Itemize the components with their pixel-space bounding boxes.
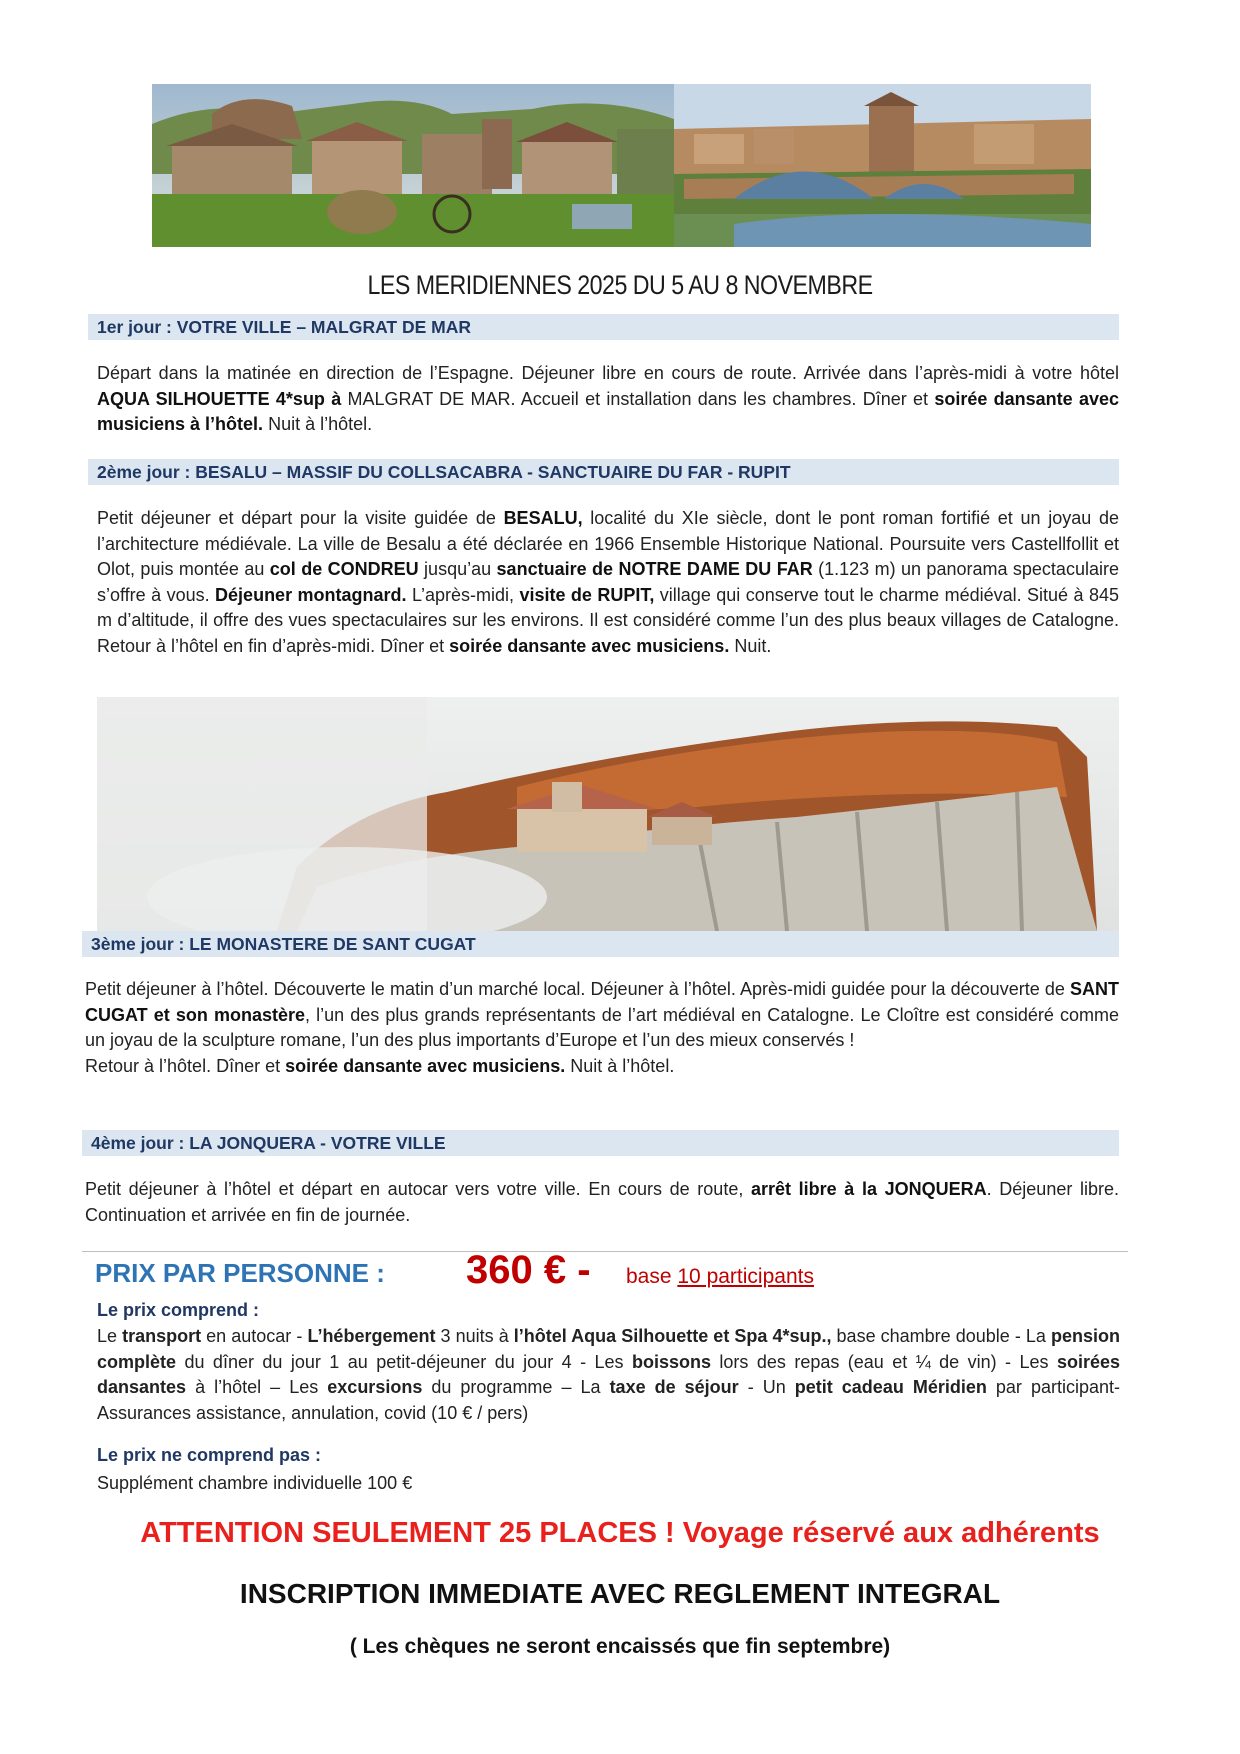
day-3-text: Petit déjeuner à l’hôtel. Découverte le matin d’un marché local. Déjeuner à l’hôtel. Après-midi guidée pour la découverte de SANT CUGAT et son monastère, l’un des plus grands représentants de l’art médiéval en Catalogne. Le Cloître est considéré comme un joyau de la sculpture romane, l’un des plus importants d’Europe et l’un des mieux conservés ! Retour à l’hôtel. Dîner et soirée dansante avec musiciens. Nuit à l’hôtel.	[85, 979, 1119, 1076]
day-2-text: Petit déjeuner et départ pour la visite guidée de BESALU, localité du XIe siècle, dont le pont roman fortifié et un joyau de l’architecture médiévale. La ville de Besalu a été déclarée en 1966 Ensemble Historique National. Poursuite vers Castellfollit et Olot, puis montée au col de CONDREU jusqu’au sanctuaire de NOTRE DAME DU FAR (1.123 m) un panorama spectaculaire s’offre à vous. Déjeuner montagnard. L’après-midi, visite de RUPIT, village qui conserve tout le charme médiéval. Situé à 845 m d’altitude, il offre des vues spectaculaires sur les environs. Il est considéré comme l’un des plus beaux villages de Catalogne. Retour à l’hôtel en fin d’après-midi. Dîner et soirée dansante avec musiciens. Nuit.	[97, 508, 1119, 656]
mountain-sanctuary-photo	[97, 697, 1119, 931]
village-photo	[152, 84, 674, 247]
bridge-photo	[674, 84, 1091, 247]
price-base: base 10 participants	[626, 1265, 814, 1288]
includes-text: Le transport en autocar - L’hébergement 3 nuits à l’hôtel Aqua Silhouette et Spa 4*sup., base chambre double - La pension complète du dîner du jour 1 au petit-déjeuner du jour 4 - Les boissons lors des repas (eau et ¼ de vin) - Les soirées dansantes à l’hôtel – Les excursions du programme – La taxe de séjour - Un petit cadeau Méridien par participant- Assurances assistance, annulation, covid (10 € / pers)	[97, 1326, 1121, 1423]
price-amount: 360 € -	[466, 1248, 591, 1292]
includes-heading: Le prix comprend :	[97, 1300, 260, 1320]
day-1-header: 1er jour : VOTRE VILLE – MALGRAT DE MAR	[88, 314, 1119, 340]
day-3-header: 3ème jour : LE MONASTERE DE SANT CUGAT	[82, 931, 1119, 957]
price-label: PRIX PAR PERSONNE :	[95, 1258, 385, 1288]
divider	[82, 1251, 1128, 1252]
document-title: LES MERIDIENNES 2025 DU 5 AU 8 NOVEMBRE	[367, 270, 873, 300]
day-4-text: Petit déjeuner à l’hôtel et départ en autocar vers votre ville. En cours de route, arrêt libre à la JONQUERA. Déjeuner libre. Continuation et arrivée en fin de journée.	[85, 1179, 1119, 1225]
day-4-header: 4ème jour : LA JONQUERA - VOTRE VILLE	[82, 1130, 1119, 1156]
day-2-header: 2ème jour : BESALU – MASSIF DU COLLSACABRA - SANCTUAIRE DU FAR - RUPIT	[88, 459, 1119, 485]
inscription-line: INSCRIPTION IMMEDIATE AVEC REGLEMENT INTEGRAL	[239, 1578, 1001, 1609]
participants-count: 10 participants	[677, 1265, 814, 1288]
cheques-note: ( Les chèques ne seront encaissés que fin septembre)	[349, 1635, 891, 1658]
excludes-text: Supplément chambre individuelle 100 €	[97, 1473, 413, 1493]
excludes-heading: Le prix ne comprend pas :	[97, 1445, 322, 1465]
day-1-text: Départ dans la matinée en direction de l’Espagne. Déjeuner libre en cours de route. Arrivée dans l’après-midi à votre hôtel AQUA SILHOUETTE 4*sup à MALGRAT DE MAR. Accueil et installation dans les chambres. Dîner et soirée dansante avec musiciens à l’hôtel. Nuit à l’hôtel.	[97, 363, 1119, 434]
attention-banner: ATTENTION SEULEMENT 25 PLACES ! Voyage réservé aux adhérents	[140, 1517, 1100, 1549]
